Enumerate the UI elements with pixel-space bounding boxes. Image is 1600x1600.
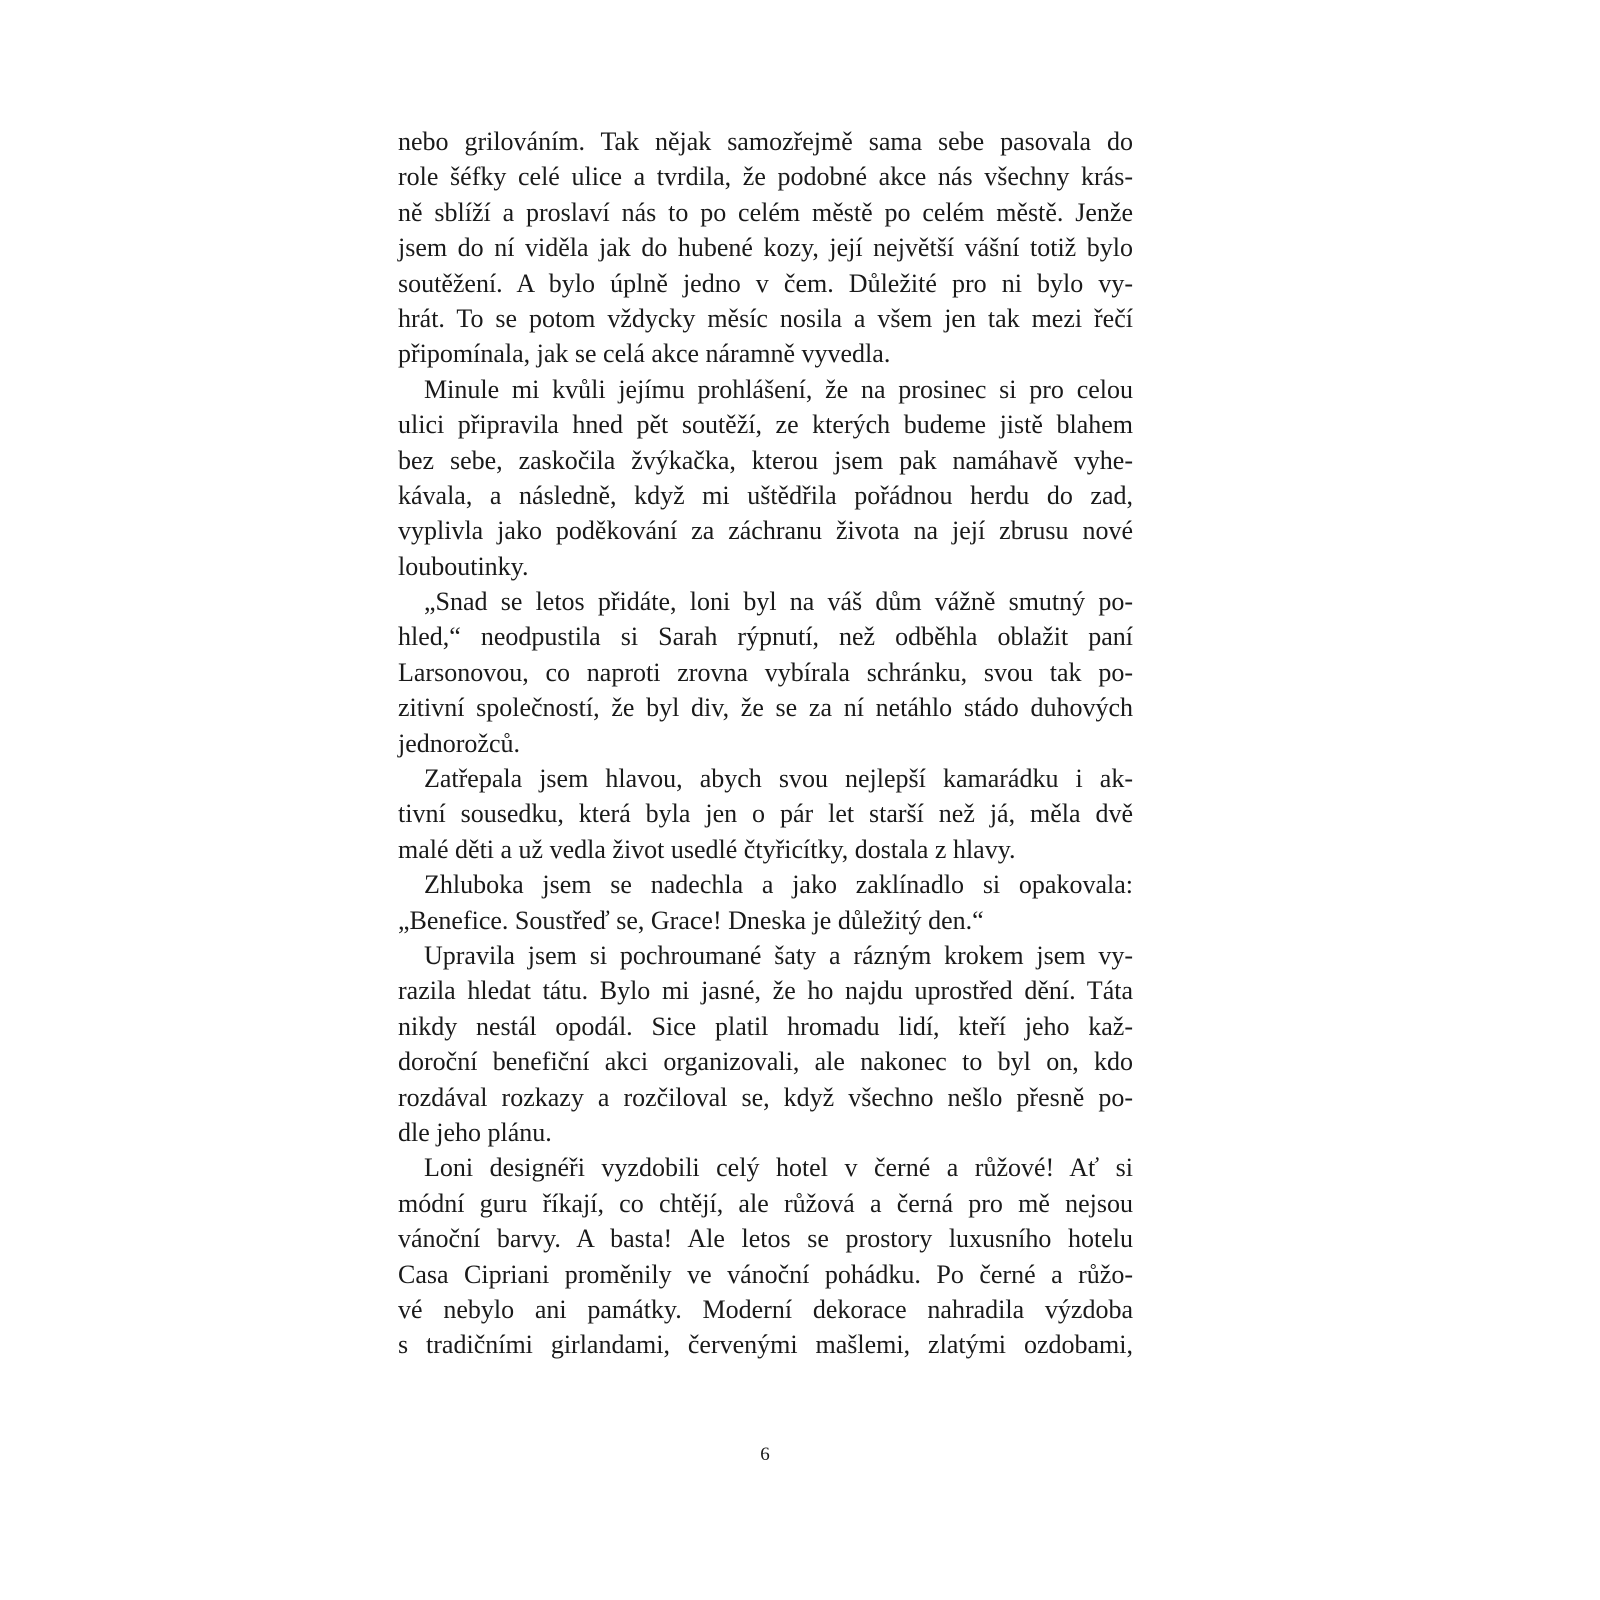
text-line: Upravila jsem si pochroumané šaty a rázným krokem jsem vy-	[424, 940, 1133, 970]
text-line: ně sblíží a proslaví nás to po celém městě po celém městě. Jenže	[398, 197, 1133, 227]
page-number: 6	[760, 1444, 770, 1465]
text-line: zitivní společností, že byl div, že se za ní netáhlo stádo duhových	[398, 693, 1133, 723]
text-line: tivní sousedku, která byla jen o pár let starší než já, měla dvě	[398, 799, 1133, 829]
text-line: razila hledat tátu. Bylo mi jasné, že ho najdu uprostřed dění. Táta	[398, 976, 1133, 1006]
text-line: role šéfky celé ulice a tvrdila, že podobné akce nás všechny krás-	[398, 162, 1133, 192]
text-line: Loni designéři vyzdobili celý hotel v černé a růžové! Ať si	[424, 1153, 1133, 1183]
text-line: louboutinky.	[398, 551, 529, 581]
text-line: nikdy nestál opodál. Sice platil hromadu lidí, kteří jeho kaž-	[398, 1011, 1133, 1041]
text-line: bez sebe, zaskočila žvýkačka, kterou jsem pak namáhavě vyhe-	[398, 445, 1133, 475]
text-line: jsem do ní viděla jak do hubené kozy, její největší vášní totiž bylo	[398, 233, 1133, 263]
text-line: připomínala, jak se celá akce náramně vyvedla.	[398, 339, 891, 369]
text-line: Minule mi kvůli jejímu prohlášení, že na prosinec si pro celou	[424, 374, 1133, 404]
text-line: „Snad se letos přidáte, loni byl na váš dům vážně smutný po-	[424, 587, 1133, 617]
text-line: vé nebylo ani památky. Moderní dekorace nahradila výzdoba	[398, 1294, 1133, 1324]
text-line: kávala, a následně, když mi uštědřila pořádnou herdu do zad,	[398, 480, 1133, 510]
text-line: Zhluboka jsem se nadechla a jako zaklínadlo si opakovala:	[424, 870, 1133, 900]
text-line: jednorožců.	[398, 728, 521, 758]
text-line: ulici připravila hned pět soutěží, ze kterých budeme jistě blahem	[398, 410, 1133, 440]
text-line: soutěžení. A bylo úplně jedno v čem. Důležité pro ni bylo vy-	[398, 268, 1133, 298]
text-line: rozdával rozkazy a rozčiloval se, když všechno nešlo přesně po-	[398, 1082, 1133, 1112]
body-text	[398, 124, 1133, 1363]
text-line: vyplivla jako poděkování za záchranu života na její zbrusu nové	[398, 516, 1133, 546]
text-line: s tradičními girlandami, červenými mašlemi, zlatými ozdobami,	[398, 1330, 1133, 1360]
text-line: malé děti a už vedla život usedlé čtyřicítky, dostala z hlavy.	[398, 834, 1016, 864]
text-line: Zatřepala jsem hlavou, abych svou nejlepší kamarádku i ak-	[424, 764, 1133, 794]
text-line: hled,“ neodpustila si Sarah rýpnutí, než odběhla oblažit paní	[398, 622, 1133, 652]
text-line: módní guru říkají, co chtějí, ale růžová a černá pro mě nejsou	[398, 1188, 1133, 1218]
text-line: hrát. To se potom vždycky měsíc nosila a všem jen tak mezi řečí	[398, 303, 1133, 333]
text-line: nebo grilováním. Tak nějak samozřejmě sama sebe pasovala do	[398, 127, 1133, 156]
text-line: vánoční barvy. A basta! Ale letos se prostory luxusního hotelu	[398, 1224, 1133, 1254]
text-line: Casa Cipriani proměnily ve vánoční pohádku. Po černé a růžo-	[398, 1259, 1133, 1289]
text-line: Larsonovou, co naproti zrovna vybírala schránku, svou tak po-	[398, 657, 1133, 687]
text-line: dle jeho plánu.	[398, 1117, 552, 1147]
text-line: „Benefice. Soustřeď se, Grace! Dneska je důležitý den.“	[398, 905, 984, 935]
text-line: doroční benefiční akci organizovali, ale nakonec to byl on, kdo	[398, 1047, 1133, 1077]
